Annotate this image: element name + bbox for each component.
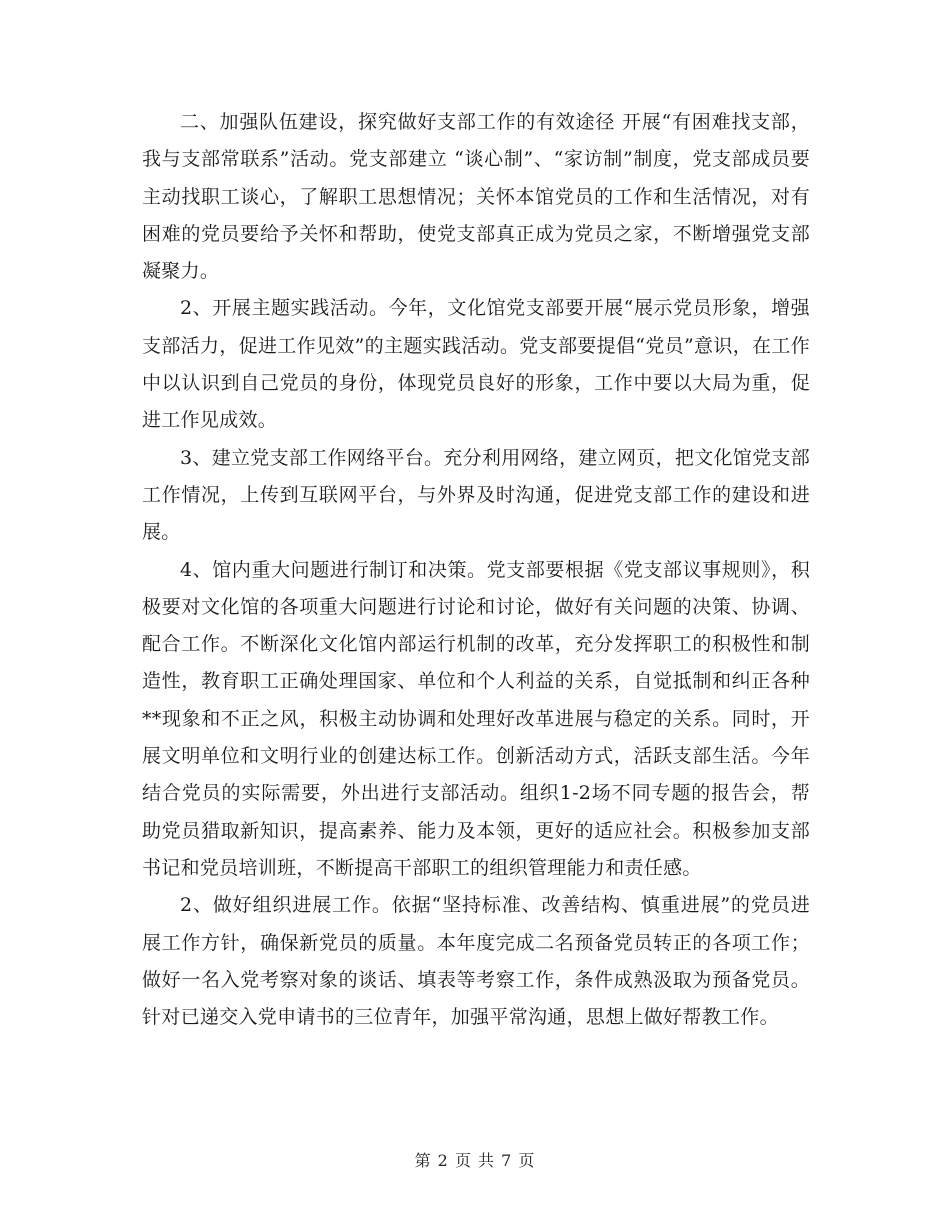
page-number-footer: 第 2 页 共 7 页	[414, 1151, 536, 1170]
document-body	[142, 104, 810, 1036]
paragraph-network-platform: 3、建立党支部工作网络平台。充分利用网络，建立网页，把文化馆党支部工作情况，上传到互联网平台，与外界及时沟通，促进党支部工作的建设和进展。	[142, 446, 810, 544]
paragraph-major-decisions: 4、馆内重大问题进行制订和决策。党支部要根据《党支部议事规则》，积极要对文化馆的各项重大问题进行讨论和讨论，做好有关问题的决策、协调、配合工作。不断深化文化馆内部运行机制的改革，充分发挥职工的积极性和制造性，教育职工正确处理国家、单位和个人利益的关系，自觉抵制和纠正各种**现象和不正之风，积极主动协调和处理好改革进展与稳定的关系。同时，开展文明单位和文明行业的创建达标工作。创新活动方式，活跃支部生活。今年结合党员的实际需要，外出进行支部活动。组织1-2场不同专题的报告会，帮助党员猎取新知识，提高素养、能力及本领，更好的适应社会。积极参加支部书记和党员培训班，不断提高干部职工的组织管理能力和责任感。	[142, 558, 810, 879]
paragraph-theme-practice: 2、开展主题实践活动。今年，文化馆党支部要开展“展示党员形象，增强支部活力，促进工作见效”的主题实践活动。党支部要提倡“党员”意识，在工作中以认识到自己党员的身份，体现党员良好的形象，工作中要以大局为重，促进工作见成效。	[142, 297, 810, 432]
paragraph-team-building: 二、加强队伍建设，探究做好支部工作的有效途径 开展“有困难找支部，我与支部常联系”活动。党支部建立 “谈心制”、“家访制”制度，党支部成员要主动找职工谈心，了解职工思想情况；关怀本馆党员的工作和生活情况，对有困难的党员要给予关怀和帮助，使党支部真正成为党员之家，不断增强党支部凝聚力。	[142, 111, 810, 283]
paragraph-organization-development: 2、做好组织进展工作。依据“坚持标准、改善结构、慎重进展”的党员进展工作方针，确保新党员的质量。本年度完成二名预备党员转正的各项工作；做好一名入党考察对象的谈话、填表等考察工作，条件成熟汲取为预备党员。针对已递交入党申请书的三位青年，加强平常沟通，思想上做好帮教工作。	[142, 894, 810, 1029]
